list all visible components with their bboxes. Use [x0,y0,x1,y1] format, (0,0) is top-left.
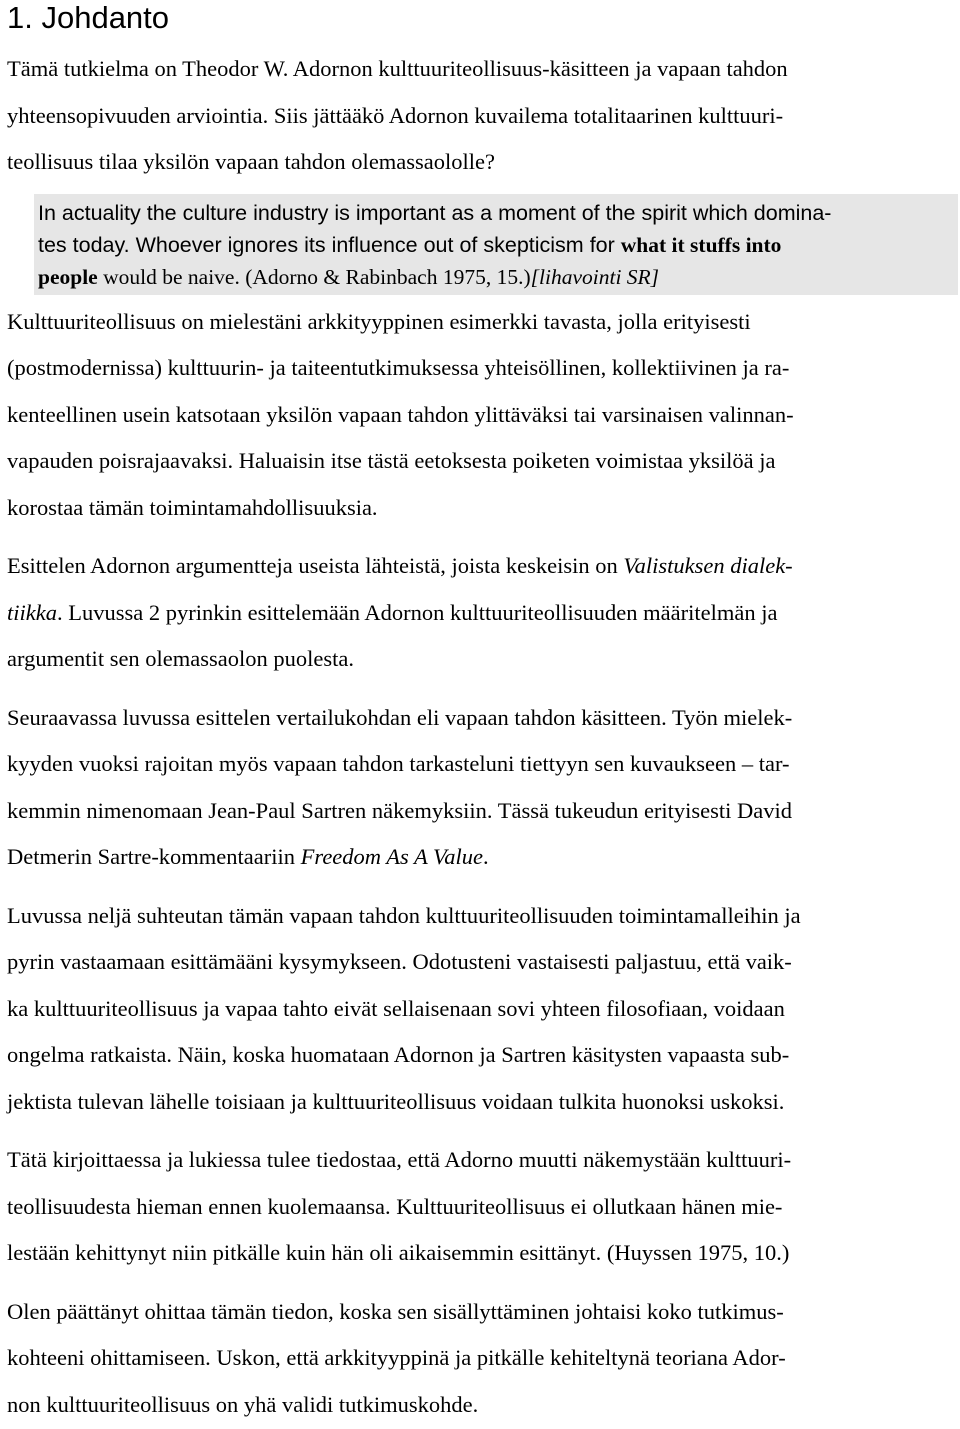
book-title: Valistuksen dialek- [623,553,793,578]
text-line: teollisuudesta hieman ennen kuolemaansa. Kulttuuriteollisuus ei ollutkaan hänen mie- [7,1193,783,1219]
text-line: jektista tulevan lähelle toisiaan ja kulttuuriteollisuus voidaan tulkita huonoksi uskoksi. [7,1088,785,1114]
intro-paragraph [7,46,952,186]
quote-emphasis: what it stuffs into [620,232,782,257]
text-line: Tämä tutkielma on Theodor W. Adornon kulttuuriteollisuus-käsitteen ja vapaan tahdon [7,56,788,81]
text-line: kyyden vuoksi rajoitan myös vapaan tahdon tarkasteluni tiettyyn sen kuvaukseen – tar- [7,751,790,776]
paragraph-6 [7,1289,952,1429]
text-run: Detmerin Sartre-kommentaariin [7,844,301,869]
text-run: . [482,844,489,869]
text-line [7,543,952,590]
text-line: Tätä kirjoittaessa ja lukiessa tulee tiedostaa, että Adorno muutti näkemystään kulttuuri- [7,1147,792,1172]
text-line: ongelma ratkaista. Näin, koska huomataan Adornon ja Sartren käsitysten vapaasta sub- [7,1042,790,1067]
block-quote [34,194,958,295]
book-title: Freedom As A Value [300,844,483,869]
document-page [7,0,952,1428]
text-line: kenteellinen usein katsotaan yksilön vapaan tahdon ylittäväksi tai varsinaisen valinnan- [7,401,794,427]
paragraph-1 [7,299,952,532]
paragraph-2 [7,543,952,683]
quote-line [38,261,954,293]
text-line: Kulttuuriteollisuus on mielestäni arkkityyppinen esimerkki tavasta, jolla erityisesti [7,308,751,334]
text-line: kohteeni ohittamiseen. Uskon, että arkkityyppinä ja pitkälle kehiteltynä teoriana Ador- [7,1345,786,1370]
text-line: kemmin nimenomaan Jean-Paul Sartren näkemyksiin. Tässä tukeudun erityisesti David [7,797,793,823]
text-line: yhteensopivuuden arviointia. Siis jättääkö Adornon kuvailema totalitaarinen kulttuuri- [7,102,784,128]
paragraph-4 [7,893,952,1126]
text-line: Olen päättänyt ohittaa tämän tiedon, koska sen sisällyttäminen johtaisi koko tutkimus- [7,1298,784,1324]
text-line [7,590,952,637]
paragraph-5 [7,1137,952,1277]
text-line: korostaa tämän toimintamahdollisuuksia. [7,494,378,520]
text-line: argumentit sen olemassaolon puolesta. [7,646,355,671]
quote-annotation: [lihavointi SR] [530,264,660,289]
text-run: Esittelen Adornon argumentteja useista lähteistä, joista keskeisin on [7,553,624,578]
text-line: pyrin vastaamaan esittämääni kysymykseen. Odotusteni vastaisesti paljastuu, että vaik- [7,949,792,974]
quote-text: tes today. Whoever ignores its influence out of skepticism for [38,232,621,257]
text-line: (postmodernissa) kulttuurin- ja taiteentutkimuksessa yhteisöllinen, kollektiivinen ja ra- [7,355,790,380]
text-line: non kulttuuriteollisuus on yhä validi tutkimuskohde. [7,1391,479,1417]
text-line: Luvussa neljä suhteutan tämän vapaan tahdon kulttuuriteollisuuden toimintamalleihin ja [7,902,801,928]
quote-citation: would be naive. (Adorno & Rabinbach 1975, 15.) [97,264,531,289]
text-run: . Luvussa 2 pyrinkin esittelemään Adornon kulttuuriteollisuuden määritelmän ja [56,599,778,625]
text-line: ka kulttuuriteollisuus ja vapaa tahto eivät sellaisenaan sovi yhteen filosofiaan, voidaan [7,995,785,1021]
text-line: teollisuus tilaa yksilön vapaan tahdon olemassaololle? [7,149,496,174]
paragraph-3 [7,695,952,881]
quote-emphasis: people [38,264,98,289]
quote-line: In actuality the culture industry is important as a moment of the spirit which domina- [38,200,832,225]
text-line: lestään kehittynyt niin pitkälle kuin hän oli aikaisemmin esittänyt. (Huyssen 1975, 10.) [7,1240,790,1265]
section-heading: 1. Johdanto [7,0,170,35]
text-line: vapauden poisrajaavaksi. Haluaisin itse tästä eetoksesta poiketen voimistaa yksilöä ja [7,448,776,473]
book-title: tiikka [7,599,57,625]
text-line [7,834,952,881]
text-line: Seuraavassa luvussa esittelen vertailukohdan eli vapaan tahdon käsitteen. Työn mielek- [7,704,793,730]
quote-line [38,229,954,261]
